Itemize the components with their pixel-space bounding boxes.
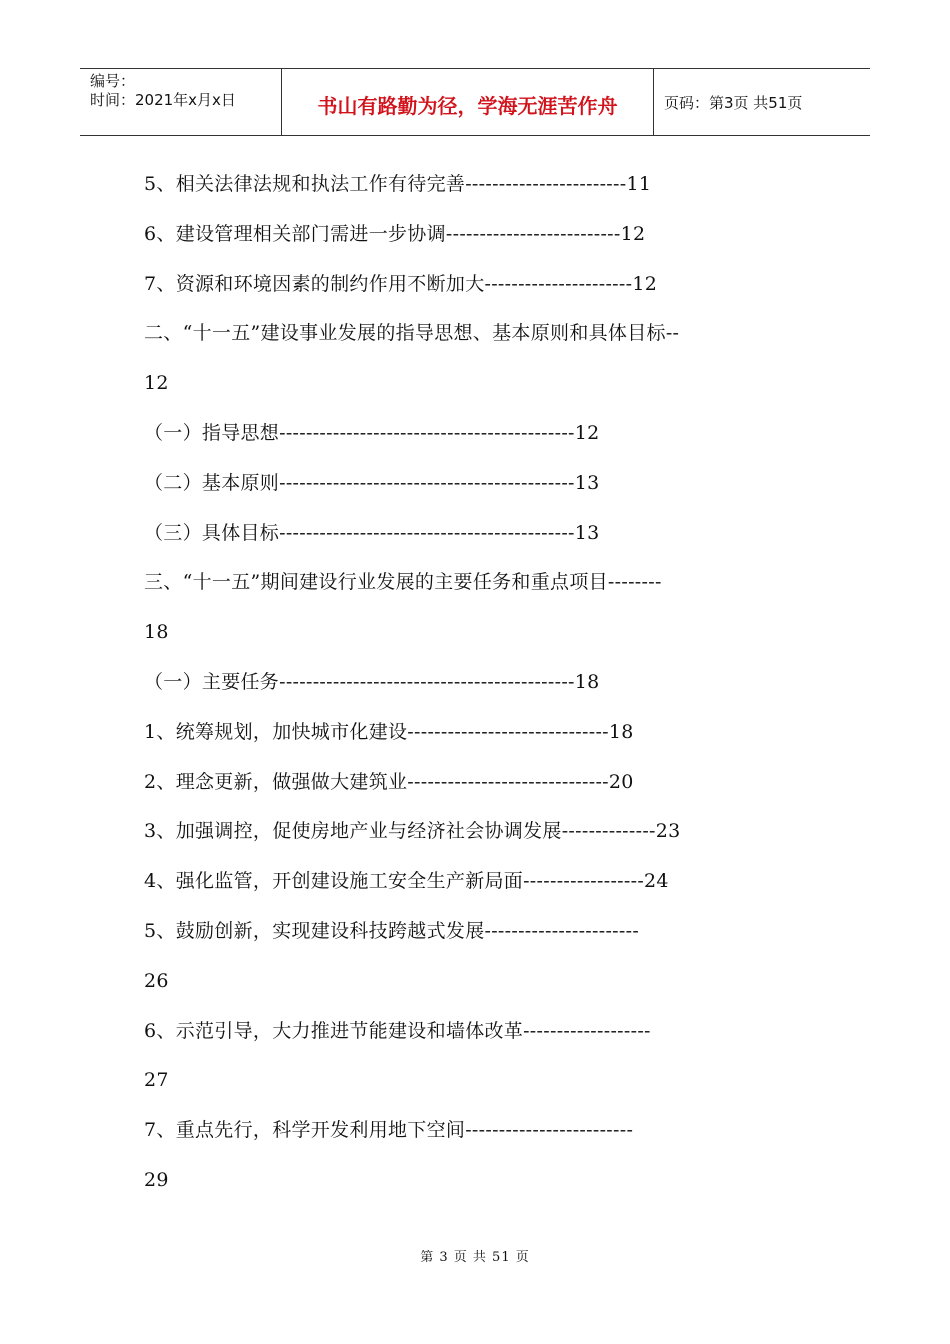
header-motto: 书山有路勤为径，学海无涯苦作舟	[282, 69, 654, 135]
toc-line: 7、重点先行，科学开发利用地下空间-------------------------	[144, 1119, 634, 1142]
toc-line: （二）基本原则--------------------------------------------13	[144, 471, 600, 494]
toc-line: 7、资源和环境因素的制约作用不断加大----------------------12	[144, 272, 658, 295]
toc-line: 三、“十一五”期间建设行业发展的主要任务和重点项目--------	[144, 571, 662, 594]
table-of-contents	[144, 160, 808, 1206]
toc-line: 6、示范引导，大力推进节能建设和墙体改革-------------------	[144, 1019, 651, 1042]
toc-line: 1、统筹规划，加快城市化建设------------------------------18	[144, 720, 634, 743]
toc-line: 5、鼓励创新，实现建设科技跨越式发展-----------------------	[144, 919, 640, 942]
toc-line: （三）具体目标--------------------------------------------13	[144, 521, 600, 544]
serial-label: 编号：	[90, 72, 136, 90]
toc-line: 6、建设管理相关部门需进一步协调--------------------------12	[144, 222, 646, 245]
toc-line: 5、相关法律法规和执法工作有待完善------------------------11	[144, 173, 652, 195]
page-footer: 第 3 页 共 51 页	[420, 1250, 530, 1265]
toc-line: 29	[144, 1168, 169, 1191]
toc-line: 3、加强调控，促使房地产业与经济社会协调发展--------------23	[144, 820, 681, 843]
date-label: 时间：2021年x月x日	[90, 91, 236, 109]
toc-line: 18	[144, 621, 169, 644]
toc-line: 12	[144, 372, 169, 395]
toc-line: 2、理念更新，做强做大建筑业------------------------------20	[144, 770, 634, 793]
toc-line: （一）指导思想--------------------------------------------12	[144, 421, 600, 444]
toc-line: （一）主要任务--------------------------------------------18	[144, 670, 600, 693]
toc-line: 二、“十一五”建设事业发展的指导思想、基本原则和具体目标--	[144, 322, 680, 345]
toc-line: 27	[144, 1069, 169, 1092]
toc-line: 26	[144, 969, 169, 992]
header-page-info: 页码：第3页 共51页	[664, 93, 803, 112]
toc-line: 4、强化监管，开创建设施工安全生产新局面------------------24	[144, 870, 669, 893]
header-meta	[80, 69, 282, 135]
page-header	[80, 68, 870, 136]
